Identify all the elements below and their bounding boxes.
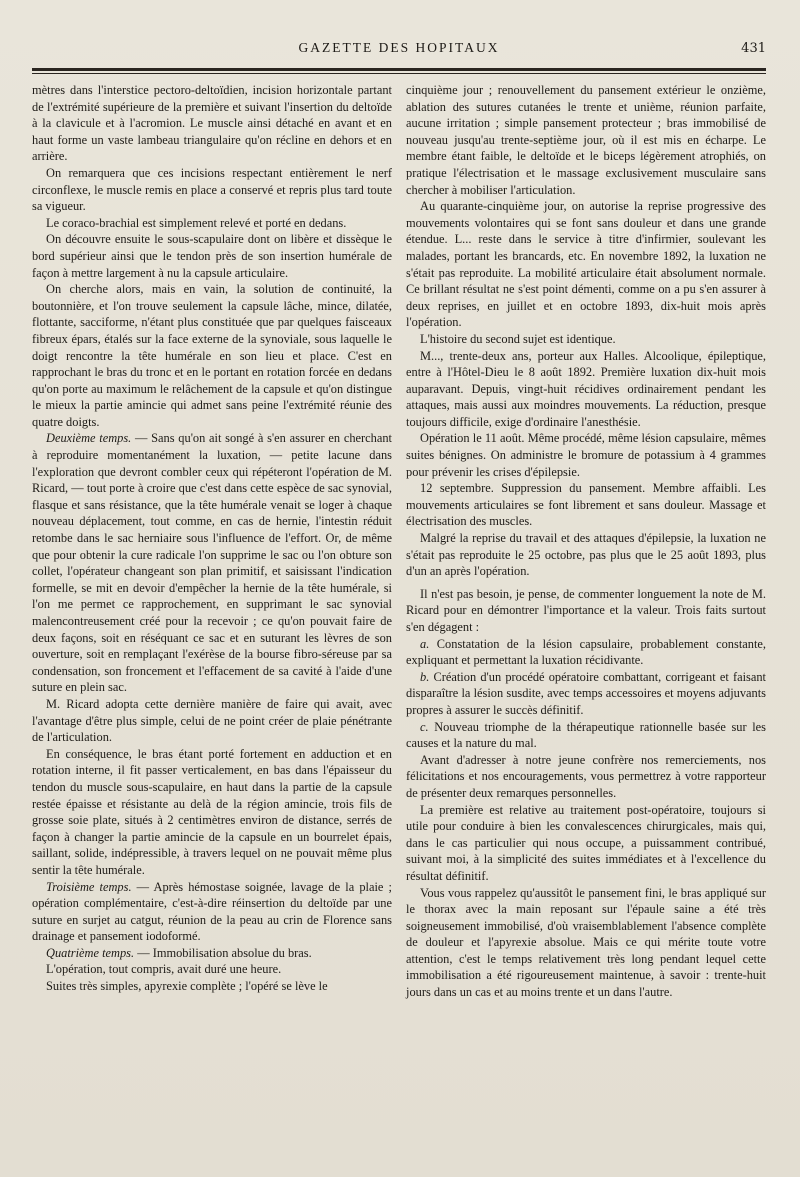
paragraph: M. Ricard adopta cette dernière manière de faire qui avait, avec l'avantage d'être plus simple, celui de ne point créer de plaie pénétrante de l'articulation. xyxy=(32,696,392,745)
paragraph: Au quarante-cinquième jour, on autorise la reprise progressive des mouvements volontaires qui se font sans douleur et dans une grande étendue. L... reste dans le service à titre d'infirmier, soulevant les malades, portant les brancards, etc. En novembre 1892, la luxation ne s'était pas reproduite. La mobilité articulaire était absolument normale. Ce brillant résultat ne s'est point démenti, comme on a pu s'en assurer à deux reprises, en juillet et en octobre 1893, dix-huit mois après l'opération. xyxy=(406,199,766,330)
paragraph: Il n'est pas besoin, je pense, de commenter longuement la note de M. Ricard pour en démontrer l'importance et la valeur. Trois faits surtout s'en dégagent : xyxy=(406,586,766,634)
paragraph: L'opération, tout compris, avait duré une heure. xyxy=(46,962,282,977)
paragraph: On remarquera que ces incisions respectant entièrement le nerf circonflexe, le muscle remis en place a conservé et repris plus tard toute sa vigueur. xyxy=(32,165,392,214)
paragraph: En conséquence, le bras étant porté fortement en adduction et en rotation interne, il fit passer verticalement, en bas dans l'épaisseur du tendon du muscle sous-scapulaire, en haut dans la partie de la capsule restée épaisse et résistante au delà de la région amincie, trois fils de grosse soie plate, situés à 2 centimètres environ de distance, serrés de façon à changer la partie amincie de la capsule en un bourrelet épais, saillant, solide, indépressible, à travers lequel on ne pouvait même plus sentir la tête humérale. xyxy=(32,746,392,877)
paragraph: mètres dans l'interstice pectoro-deltoïdien, incision horizontale partant de l'extrémité supérieure de la première et suivant l'insertion du deltoïde à la clavicule et à l'acromion. Le muscle ainsi détaché en avant et en haut forme un vaste lambeau triangulaire qu'on récline en dehors et en arrière. xyxy=(32,83,392,164)
right-column xyxy=(406,82,766,1001)
journal-title: GAZETTE DES HOPITAUX xyxy=(298,40,500,55)
paragraph: Vous vous rappelez qu'aussitôt le pansement fini, le bras appliqué sur le thorax avec la main reposant sur l'épaule saine a été très soigneusement immobilisé, d'où vraisemblablement l'absence complète de douleur et l'apyrexie absolue. Mais ce qui mérite toute votre attention, c'est le temps relativement très long pendant lequel cette immobilisation a été rigoureusement maintenue, à savoir : trente-huit jours dans un cas et au moins trente et un dans l'autre. xyxy=(406,885,766,1000)
paragraph xyxy=(32,430,392,696)
step-label: Quatrième temps. xyxy=(46,945,135,960)
paragraph: Opération le 11 août. Même procédé, même lésion capsulaire, mêmes suites bénignes. On administre le bromure de potassium à 4 grammes pour prévenir les crises d'épilepsie. xyxy=(406,431,766,479)
left-column xyxy=(32,82,392,1001)
paragraph: Malgré la reprise du travail et des attaques d'épilepsie, la luxation ne s'était pas reproduite le 25 octobre, pas plus que le 25 août 1893, plus d'un an après l'opération. xyxy=(406,531,766,579)
paragraph-text: — Sans qu'on ait songé à s'en assurer en cherchant à reproduire momentanément la luxation, — petite lacune dans l'exploration que devront combler ceux qui répéteront l'opération de M. Ricard, — tout porte à croire que c'est dans cette espèce de sac synovial, flasque et sans résistance, que la tête humérale venait se loger à chaque nouveau déplacement, tout comme, en cas de hernie, l'intestin réduit retombe dans le sac herniaire sous l'influence de l'effort. Or, de même que pour obtenir la cure radicale l'on supprime le sac ou l'on obture son collet, l'opérateur changeant son plan primitif, et saisissant l'indication formelle, se mit en devoir d'empêcher la hernie de la tête humérale, si l'on me permet ce rapprochement, en supprimant le sac synovial malencontreusement créé pour la recevoir ; ce qu'on pouvait faire de deux façons, soit en réséquant ce sac et en suturant les lèvres de son ouverture, soit en remplaçant l'exérèse de la bourse fibro-séreuse par sa condensation, son froncement et l'effacement de sa cavité à l'aide d'une suture en plein sac. xyxy=(32,431,392,695)
text-columns xyxy=(32,82,766,1001)
paragraph xyxy=(32,945,392,962)
paragraph: L'histoire du second sujet est identique. xyxy=(420,331,616,346)
paragraph: Suites très simples, apyrexie complète ; l'opéré se lève le xyxy=(46,979,328,994)
page-header xyxy=(32,40,766,66)
paragraph xyxy=(406,669,766,719)
list-marker: c. xyxy=(420,719,429,734)
header-rule xyxy=(32,68,766,74)
paragraph: 12 septembre. Suppression du pansement. Membre affaibli. Les mouvements articulaires se font librement et sans douleur. Massage et électrisation des muscles. xyxy=(406,481,766,529)
paragraph: cinquième jour ; renouvellement du pansement extérieur le onzième, ablation des sutures cutanées le trente et unième, réunion parfaite, aucune irritation ; simple pansement protecteur ; bras immobilisé de nouveau jusqu'au trente-septième jour, où il est mis en écharpe. Le membre étant faible, le deltoïde et le biceps légèrement atrophiés, on pratique l'électrisation et le massage exclusivement musculaire sans chercher à mobiliser l'articulation. xyxy=(406,83,766,197)
page-number: 431 xyxy=(741,41,766,56)
paragraph: M..., trente-deux ans, porteur aux Halles. Alcoolique, épileptique, entre à l'Hôtel-Dieu le 8 août 1892. Première luxation dix-huit mois auparavant. Depuis, vingt-huit récidives ordinairement pendant les attaques, mais aussi aux moindres mouvements. La réduction, presque toujours difficile, exige d'ordinaire l'anesthésie. xyxy=(406,348,766,429)
step-label: Deuxième temps. xyxy=(46,431,132,446)
list-marker: a. xyxy=(420,636,430,651)
paragraph xyxy=(406,719,766,752)
paragraph: On cherche alors, mais en vain, la solution de continuité, la boutonnière, et l'on trouve seulement la capsule lâche, mince, dilatée, flottante, sacciforme, n'étant plus constituée que par quelques faisceaux fibreux épars, étalés sur la face externe de la synoviale, sous laquelle le doigt rencontre la tête humérale en son lieu et place. C'est en rapprochant le bras du tronc et en le portant en rotation forcée en dedans qu'on porte au maximum le relâchement de la capsule et qu'on distingue le mieux la partie amincie qui admet sans peine l'extrémité réunie des quatre doigts. xyxy=(32,282,392,429)
step-label: Troisième temps. xyxy=(46,879,132,894)
paragraph-text: Constatation de la lésion capsulaire, probablement constante, expliquant et permettant la luxation récidivante. xyxy=(406,636,766,668)
paragraph-text: — Après hémostase soignée, lavage de la plaie ; opération complémentaire, c'est-à-dire réinsertion du deltoïde par une suture en surjet au catgut, réunion de la peau au crin de Florence sans drainage et pansement iodoformé. xyxy=(32,879,392,944)
paragraph: Le coraco-brachial est simplement relevé et porté en dedans. xyxy=(46,215,347,230)
paragraph-text: Nouveau triomphe de la thérapeutique rationnelle basée sur les causes et la nature du mal. xyxy=(406,719,766,751)
paragraph-text: — Immobilisation absolue du bras. xyxy=(134,945,312,960)
paragraph: Avant d'adresser à notre jeune confrère nos remerciements, nos félicitations et nos encouragements, vous permettrez à votre rapporteur de présenter deux remarques personnelles. xyxy=(406,752,766,800)
list-marker: b. xyxy=(420,669,430,684)
paragraph xyxy=(406,636,766,669)
paragraph-text: Création d'un procédé opératoire combattant, corrigeant et faisant disparaître la lésion susdite, avec temps accessoires et moyens adjuvants propres à assurer le succès définitif. xyxy=(406,669,766,717)
paragraph: On découvre ensuite le sous-scapulaire dont on libère et dissèque le bord supérieur ainsi que le tendon près de son insertion humérale de façon à mettre largement à nu la capsule articulaire. xyxy=(32,232,392,280)
paragraph xyxy=(32,879,392,945)
paragraph: La première est relative au traitement post-opératoire, toujours si utile pour conduire à bien les convalescences chirurgicales, mais qui, dans le cas particulier qui nous occupe, a puissamment contribué, suivant moi, à la simplicité des suites immédiates et à l'excellence du résultat définitif. xyxy=(406,802,766,883)
